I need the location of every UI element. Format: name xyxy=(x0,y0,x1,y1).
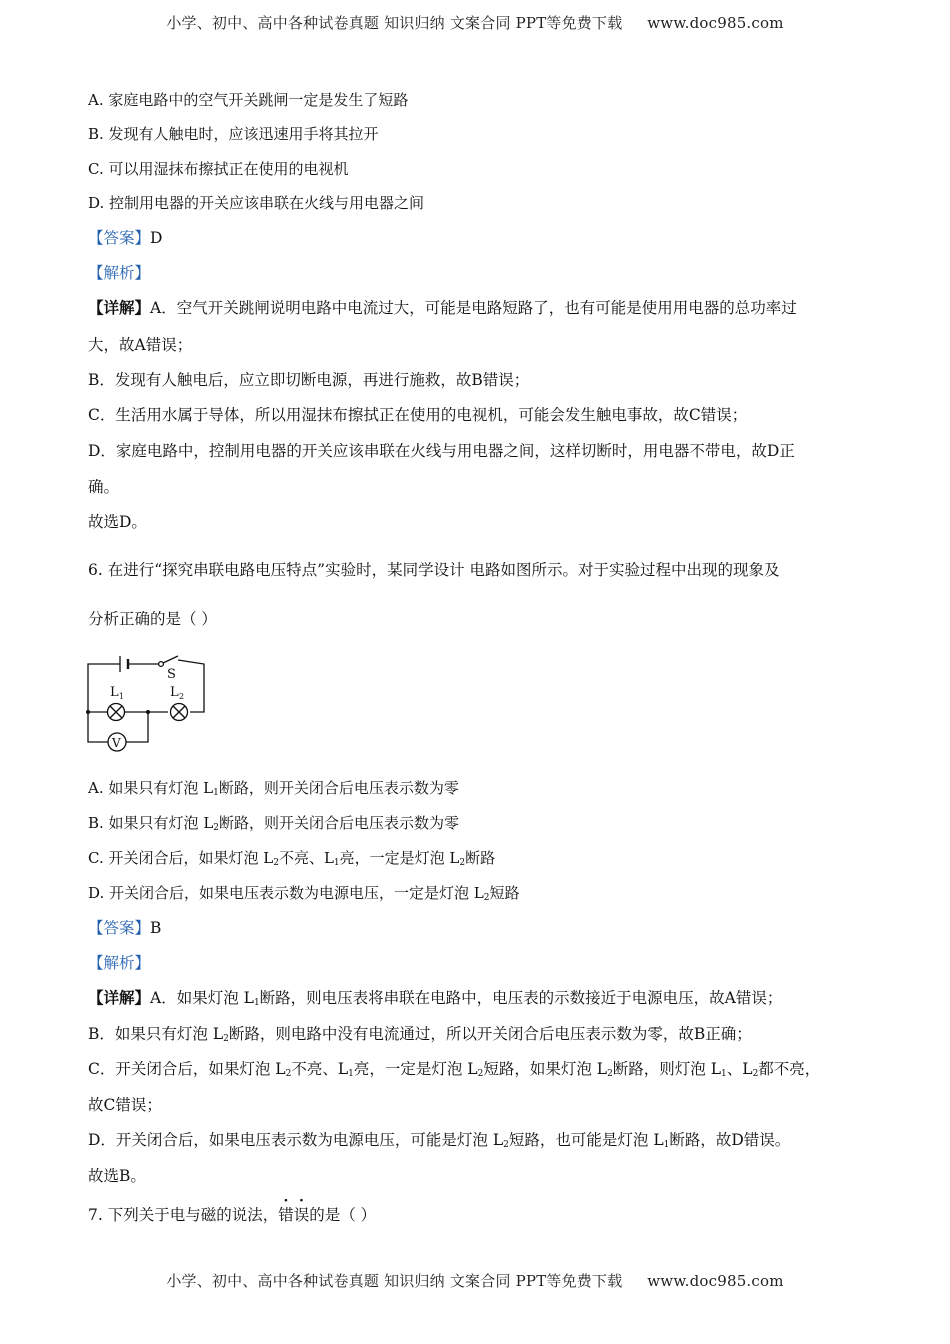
q5-detail-line xyxy=(88,298,797,318)
q6-stem: 6. 在进行“探究串联电路电压特点”实验时，某同学设计 电路如图所示。对于实验过程中出现的现象及 xyxy=(88,561,780,579)
q6-detail-line: D．开关闭合后，如果电压表示数为电源电压，可能是灯泡 $L_2$短路，也可能是灯泡 $L_1$断路，故D错误。 xyxy=(88,1131,791,1150)
detail-tag: 【详解】 xyxy=(88,298,151,317)
q5-analysis-tag: 【解析】 xyxy=(88,264,151,282)
q5-option-a: A. 家庭电路中的空气开关跳闸一定是发生了短路 xyxy=(88,91,409,109)
q6-option-c: C. 开关闭合后，如果灯泡 $L_2$不亮、$L_1$亮，一定是灯泡 $L_2$断路 xyxy=(88,849,496,868)
emphasis-char: 错 xyxy=(278,1206,294,1224)
q6-analysis-tag: 【解析】 xyxy=(88,954,151,972)
q6-answer xyxy=(88,918,161,938)
circuit-diagram xyxy=(84,648,214,752)
answer-tag: 【答案】 xyxy=(88,919,151,937)
lamp1-sub: 1 xyxy=(119,692,125,701)
lamp2-label: L xyxy=(170,685,179,700)
junction-dot xyxy=(86,710,90,714)
q5-option-b: B. 发现有人触电时，应该迅速用手将其拉开 xyxy=(88,125,379,143)
lamp2-sub: 2 xyxy=(179,692,185,701)
answer-value: B xyxy=(150,919,162,937)
voltmeter-label: V xyxy=(112,736,121,750)
header-text: 小学、初中、高中各种试卷真题 知识归纳 文案合同 PPT等免费下载 xyxy=(166,14,623,32)
q6-stem-2: 分析正确的是（ ） xyxy=(88,610,217,628)
q6-detail-line: B．如果只有灯泡 $L_2$断路，则电路中没有电流通过，所以开关闭合后电压表示数为零，故B正确； xyxy=(88,1025,752,1044)
switch-lever xyxy=(163,656,178,663)
q7-stem: 7. 下列关于电与磁的说法，错误的是（ ） xyxy=(88,1206,377,1224)
emphasis-char: 误 xyxy=(293,1206,310,1224)
answer-value: D xyxy=(150,229,163,247)
q6-detail-line: 【详解】A．如果灯泡 $L_1$断路，则电压表将串联在电路中，电压表的示数接近于电源电压，故A错误； xyxy=(88,988,783,1008)
junction-dot xyxy=(146,710,150,714)
switch-label: S xyxy=(167,667,176,682)
header-site[interactable]: www.doc985.com xyxy=(647,14,784,32)
q5-detail-line: D．家庭电路中，控制用电器的开关应该串联在火线与用电器之间，这样切断时，用电器不带电，故D正 xyxy=(88,442,795,460)
q5-detail-line: 确。 xyxy=(88,478,120,496)
page-header xyxy=(0,12,950,33)
detail-text: A．空气开关跳闸说明电路中电流过大，可能是电路短路了，也有可能是使用用电器的总功率过 xyxy=(150,299,797,317)
q6-detail-line: 故C错误； xyxy=(88,1096,162,1114)
q5-detail-line: 大，故A错误； xyxy=(88,336,193,354)
footer-site[interactable]: www.doc985.com xyxy=(647,1272,784,1290)
switch-contact xyxy=(159,662,164,667)
q5-conclusion: 故选D。 xyxy=(88,513,147,531)
q6-option-d: D. 开关闭合后，如果电压表示数为电源电压，一定是灯泡 $L_2$短路 xyxy=(88,884,520,903)
answer-tag: 【答案】 xyxy=(88,229,151,247)
q6-detail-line: C．开关闭合后，如果灯泡 $L_2$不亮、$L_1$亮，一定是灯泡 $L_2$短路，如果灯泡 $L_2$断路，则灯泡 $L_1$、$L_2$都不亮， xyxy=(88,1060,821,1079)
q5-detail-line: C．生活用水属于导体，所以用湿抹布擦拭正在使用的电视机，可能会发生触电事故，故C错误； xyxy=(88,406,748,424)
q5-answer xyxy=(88,228,162,248)
q6-conclusion: 故选B。 xyxy=(88,1167,146,1185)
q6-option-b: B. 如果只有灯泡 $L_2$断路，则开关闭合后电压表示数为零 xyxy=(88,814,460,833)
q5-option-c: C. 可以用湿抹布擦拭正在使用的电视机 xyxy=(88,160,349,178)
q6-option-a: A. 如果只有灯泡 $L_1$断路，则开关闭合后电压表示数为零 xyxy=(88,779,459,798)
detail-tag: 【详解】 xyxy=(88,988,151,1007)
q5-option-d: D. 控制用电器的开关应该串联在火线与用电器之间 xyxy=(88,194,425,212)
footer-text: 小学、初中、高中各种试卷真题 知识归纳 文案合同 PPT等免费下载 xyxy=(166,1272,623,1290)
q5-detail-line: B．发现有人触电后，应立即切断电源，再进行施救，故B错误； xyxy=(88,371,530,389)
lamp1-label: L xyxy=(110,685,119,700)
page-footer xyxy=(0,1270,950,1291)
